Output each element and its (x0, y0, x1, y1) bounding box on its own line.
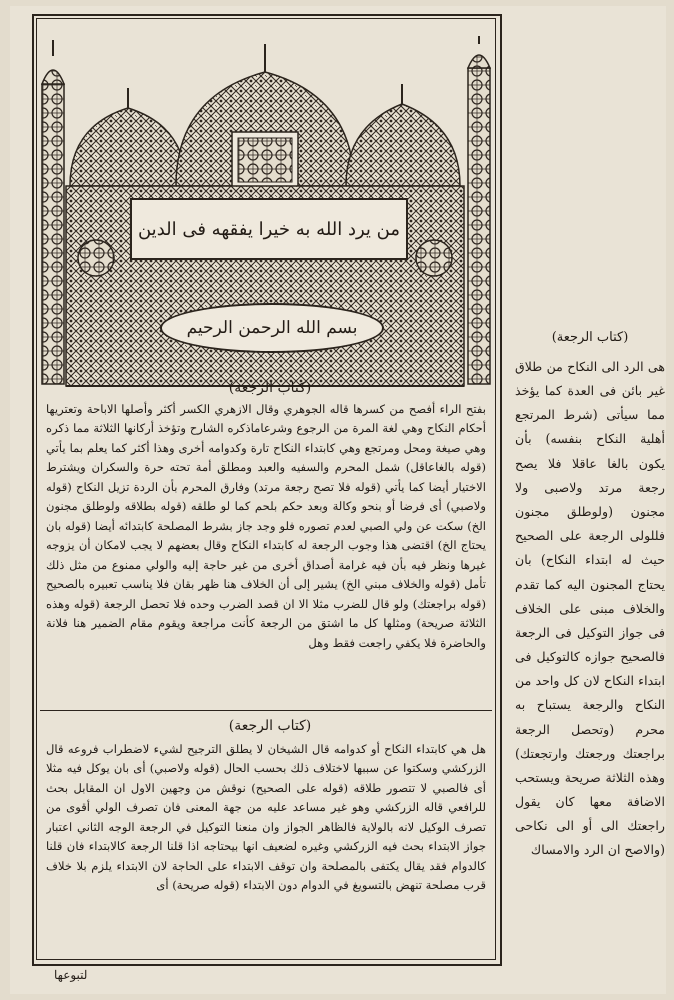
catchword: لتبوعها (54, 968, 88, 982)
section-divider (40, 710, 492, 711)
book-page (10, 6, 666, 994)
minaret-left (42, 70, 64, 384)
basmala-cartouche: بسم الله الرحمن الرحيم (160, 303, 384, 353)
footnote-section-title: (كتاب الرجعة) (228, 718, 312, 734)
main-section-title: (كتاب الرجعة) (228, 380, 312, 396)
dome-right (346, 104, 460, 186)
minaret-right (468, 55, 490, 384)
margin-text-block: هى الرد الى النكاح من طلاق غير بائن فى العدة كما يؤخذ مما سيأتى (شرط المرتجع أهلية النكاح بنفسه) بأن يكون بالغا عاقلا فلا يصح رجعة مرتد ولاصبى ولا مجنون (ولوطلق مجنون فللولى الرجعة على الصحيح حيث له ابتداء النكاح) بان يحتاج المجنون اليه كما تقدم والخلاف مبنى على الخلاف فى جواز التوكيل فى الرجعة فالصحيح جوازه كالتوكيل فى ابتداء النكاح لان كل واحد من النكاح والرجعة يستباح به محرم (وتحصل الرجعة براجعتك ورجعتك وارتجعتك) وهذه الثلاثة صريحة ويستحب الاضافة معها كان يقول راجعتك الى أو الى نكاحى (والاصح ان الرد والامساك (515, 358, 665, 858)
main-text-block: بفتح الراء أفصح من كسرها قاله الجوهري وقال الازهري الكسر أكثر وأصلها الاباحة وتعتريها أحكام النكاح وهي لغة المرة من الرجوع وشرعاماذكره الشارح وتؤخذ أركانها الثلاثة مما ذكره وهي صيغة ومحل ومرتجع وهي كابتداء النكاح تارة وكدوامه أخرى وهذا أكثر كما يعلم بما يأتي (قوله بالغاعاقل) شمل المحرم والسفيه والعبد ومطلق أمة تحته حرة والسكران ويشترط الاختيار أيضا كما يأتي (قوله فلا تصح رجعة مرتد) وفارق المحرم بأن الردة تزيل النكاح (قوله ولاصبي) أى فرضا أو بنحو وكالة وبعد حكم بلحم كما لو طلقه (قوله بطلاقه ولوطلق مجنون الخ) سكت عن ولي الصبي لعدم تصوره فلو وجد جاز بشرط المصلحة كابتدائه أيضا (قوله بان يحتاج الخ) اقتضى هذا وجوب الرجعة له كابتداء النكاح وقال بعضهم لا يجب لامكان أن يزوجه غيرها ونظر فيه بأن فيه غرامة أصداق أخرى من غير حاجة إليه والولي ممنوع من مثل ذلك تأمل (قوله والخلاف مبني الخ) يشير إلى أن الخلاف هنا ظهر بقان فلا يناسب تعبيره بالصحيح (قوله براجعتك) ولو قال للضرب مثلا الا ان قصد الضرب وحده فلا تحصل الرجعة (قوله وهذه الثلاثة صريحة) ومثلها كل ما اشتق من الرجعة كأنت مراجعة ويقوم مقام الضمير هنا فلانة والحاضرة فلا يكفي راجعت فقط وهل (46, 402, 486, 650)
header-motto-cartouche: من يرد الله به خيرا يفقهه فى الدين (130, 198, 408, 260)
dome-left (70, 108, 186, 186)
margin-section-title: (كتاب الرجعة) (551, 330, 629, 345)
margin-text-column (515, 326, 665, 863)
footnote-text-block: هل هي كابتداء النكاح أو كدوامه قال الشيخان لا يطلق الترجيح لشيء لاضطراب فروعه قال الزركشي وسكتوا عن سببها لاختلاف ذلك بحسب الحال (قوله ولاصبي) أى بان يوكل فيه مثلا أى فالصبي لا تتصور طلاقه (قوله على الصحيح) نوقش من وجهين الاول ان المقابل بحث للرافعي قاله الزركشي وهو غير مساعد عليه من جهة المعنى فان تصرف الولي أقوى من تصرف الوكيل لانه بالولاية فالظاهر الجواز وان منعنا التوكيل في الرجعة الوجه الثاني اعتبار جواز الابتداء بحث فيه الزركشي وغيره لضعيف انها بيحتاجه اذا قلنا الرجعة كالابتداء فان قلنا كالدوام فقد يقال يكتفى بالمصلحة وان توقف الابتداء على الحاجة لان الابتداء يلزم بلا خلاف قرب مصلحة تنهض بالتسويغ في الدوام دون الابتداء (قوله صريحة) أى (46, 742, 486, 893)
